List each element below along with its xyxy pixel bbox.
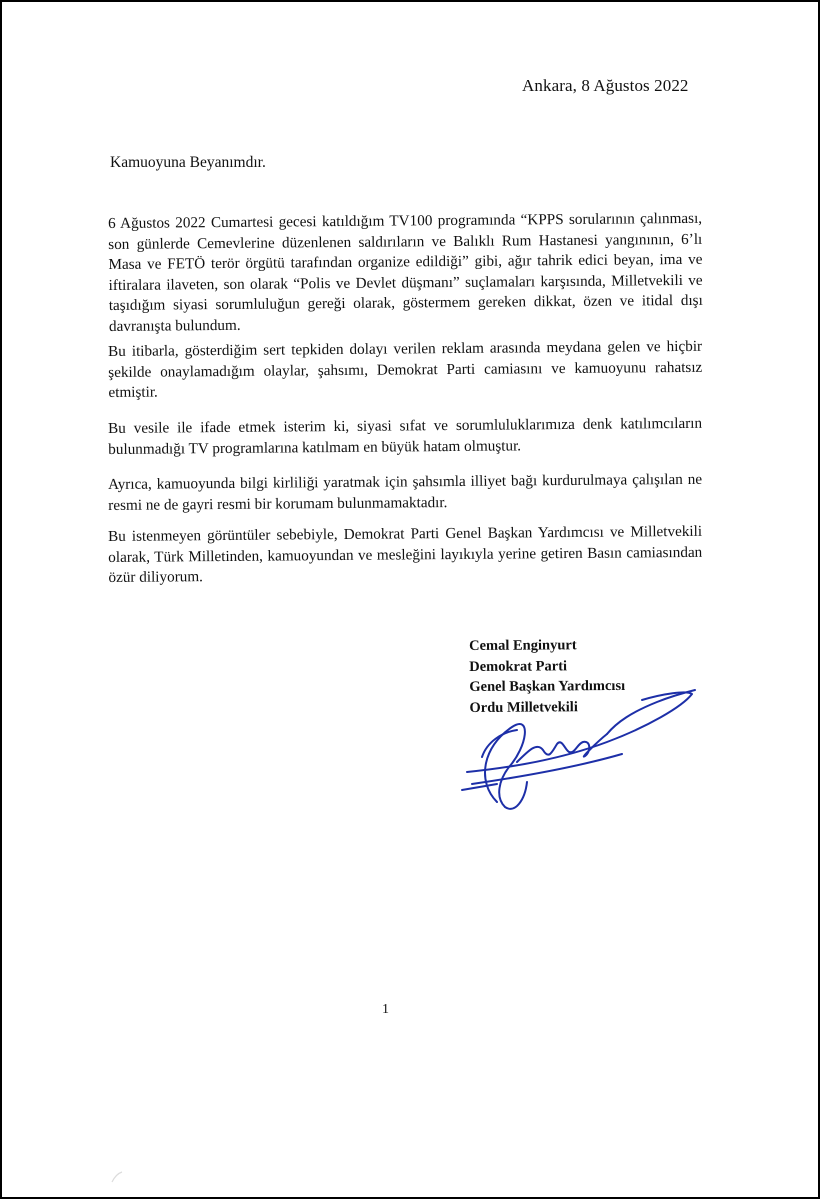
signatory-party: Demokrat Parti [469,657,568,675]
signatory-title: Genel Başkan Yardımcısı [469,677,626,695]
paragraph-3: Bu vesile ile ifade etmek isterim ki, siyasi sıfat ve sorumluluklarımıza denk katılımcıların bulunmadığı TV programlarına katılmam en büyük hatam olmuştur. [108,414,703,458]
paragraph-1: 6 Ağustos 2022 Cumartesi gecesi katıldığım TV100 programında “KPPS sorularının çalınması, son günlerde Cemevlerine düzenlenen saldırıların ve Balıklı Rum Hastanesi yangınının, 6’lı Masa ve FETÖ terör örgütü tarafından organize edildiği” gibi, ağır tahrik edici beyan, ima ve iftiralara ilaveten, son olarak “Polis ve Devlet düşmanı” suçlamaları karşısında, Milletvekili ve taşıdığım siyasi sorumluluğun gereği olarak, göstermem gereken dikkat, özen ve itidal dışı davranışta bulundum. [108,209,703,335]
signatory-role: Ordu Milletvekili [469,698,578,716]
paper-smudge [110,1170,124,1184]
page-number: 1 [382,1002,389,1017]
letter-date: Ankara, 8 Ağustos 2022 [522,76,689,95]
paragraph-5: Bu istenmeyen görüntüler sebebiyle, Demokrat Parti Genel Başkan Yardımcısı ve Milletvekili olarak, Türk Milletinden, kamuoyundan ve mesleğini layıkıyla yerine getiren Basın camiasından özür diliyorum. [108,522,703,587]
salutation: Kamuoyuna Beyanımdır. [110,154,266,171]
paragraph-2: Bu itibarla, gösterdiğim sert tepkiden dolayı verilen reklam arasında meydana gelen ve hiçbir şekilde onaylamadığım olaylar, şahsımı, Demokrat Parti camiasını ve kamuoyunu rahatsız etmiştir. [108,337,703,402]
signatory-name: Cemal Enginyurt [469,637,577,654]
paragraph-4: Ayrıca, kamuoyunda bilgi kirliliği yaratmak için şahsımla illiyet bağı kurdurulmaya çalışılan ne resmi ne de gayri resmi bir korumam bulunmamaktadır. [108,470,703,514]
handwritten-signature [457,672,697,812]
